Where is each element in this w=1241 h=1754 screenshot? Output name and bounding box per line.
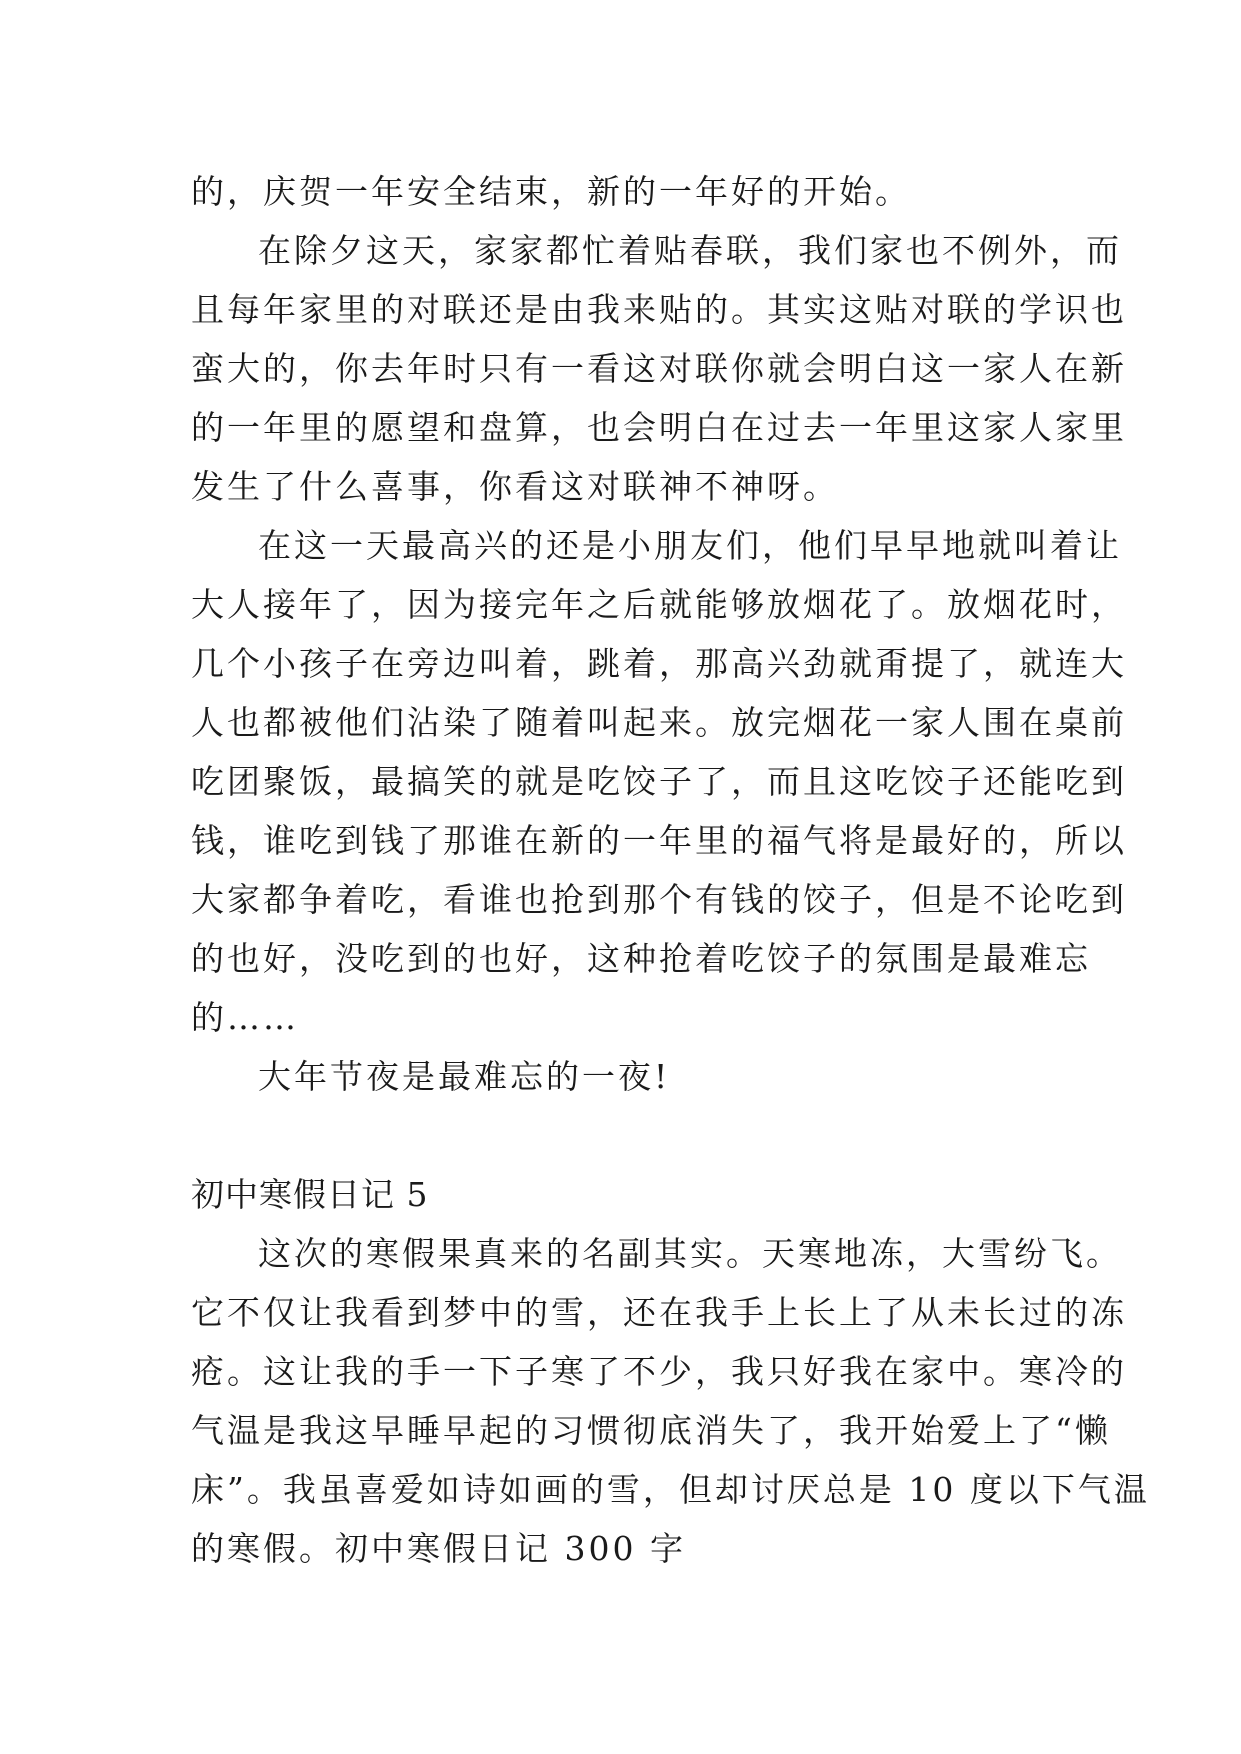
section-heading: 初中寒假日记 5 <box>191 1175 429 1214</box>
paragraph-line: 钱，谁吃到钱了那谁在新的一年里的福气将是最好的，所以 <box>191 821 1127 860</box>
paragraph-fireworks <box>191 516 1127 1047</box>
paragraph-line: 几个小孩子在旁边叫着，跳着，那高兴劲就甭提了，就连大 <box>191 644 1127 683</box>
paragraph-line: 大家都争着吃，看谁也抢到那个有钱的饺子，但是不论吃到 <box>191 880 1127 919</box>
paragraph-line: 在这一天最高兴的还是小朋友们，他们早早地就叫着让 <box>258 526 1122 565</box>
paragraph-winter-break <box>191 1224 1150 1578</box>
blank-line <box>191 1106 1071 1165</box>
paragraph-line: 疮。这让我的手一下子寒了不少，我只好我在家中。寒冷的 <box>191 1352 1127 1391</box>
document-body <box>191 162 1150 1578</box>
paragraph-line: 这次的寒假果真来的名副其实。天寒地冻，大雪纷飞。 <box>258 1234 1122 1273</box>
paragraph-line: 吃团聚饭，最搞笑的就是吃饺子了，而且这吃饺子还能吃到 <box>191 762 1127 801</box>
paragraph-line: 气温是我这早睡早起的习惯彻底消失了，我开始爱上了“懒 <box>191 1411 1111 1450</box>
paragraph-line: 大人接年了，因为接完年之后就能够放烟花了。放烟花时， <box>191 585 1127 624</box>
paragraph-line: 的也好，没吃到的也好，这种抢着吃饺子的氛围是最难忘 <box>191 939 1091 978</box>
paragraph-line: 发生了什么喜事，你看这对联神不神呀。 <box>191 467 839 506</box>
paragraph-line: 在除夕这天，家家都忙着贴春联，我们家也不例外，而 <box>258 231 1122 270</box>
paragraph-spring-couplets <box>191 221 1127 516</box>
paragraph-line: 且每年家里的对联还是由我来贴的。其实这贴对联的学识也 <box>191 290 1127 329</box>
paragraph-line: 大年节夜是最难忘的一夜! <box>258 1057 671 1096</box>
paragraph-line: 人也都被他们沾染了随着叫起来。放完烟花一家人围在桌前 <box>191 703 1127 742</box>
paragraph-line: 蛮大的，你去年时只有一看这对联你就会明白这一家人在新 <box>191 349 1127 388</box>
paragraph-line: 的一年里的愿望和盘算，也会明白在过去一年里这家人家里 <box>191 408 1127 447</box>
paragraph-line: 的，庆贺一年安全结束，新的一年好的开始。 <box>191 172 911 211</box>
paragraph-line: 床”。我虽喜爱如诗如画的雪，但却讨厌总是 10 度以下气温 <box>191 1470 1150 1509</box>
paragraph-line: 的…… <box>191 998 299 1037</box>
paragraph-line: 它不仅让我看到梦中的雪，还在我手上长上了从未长过的冻 <box>191 1293 1127 1332</box>
paragraph-line: 的寒假。初中寒假日记 300 字 <box>191 1529 686 1568</box>
